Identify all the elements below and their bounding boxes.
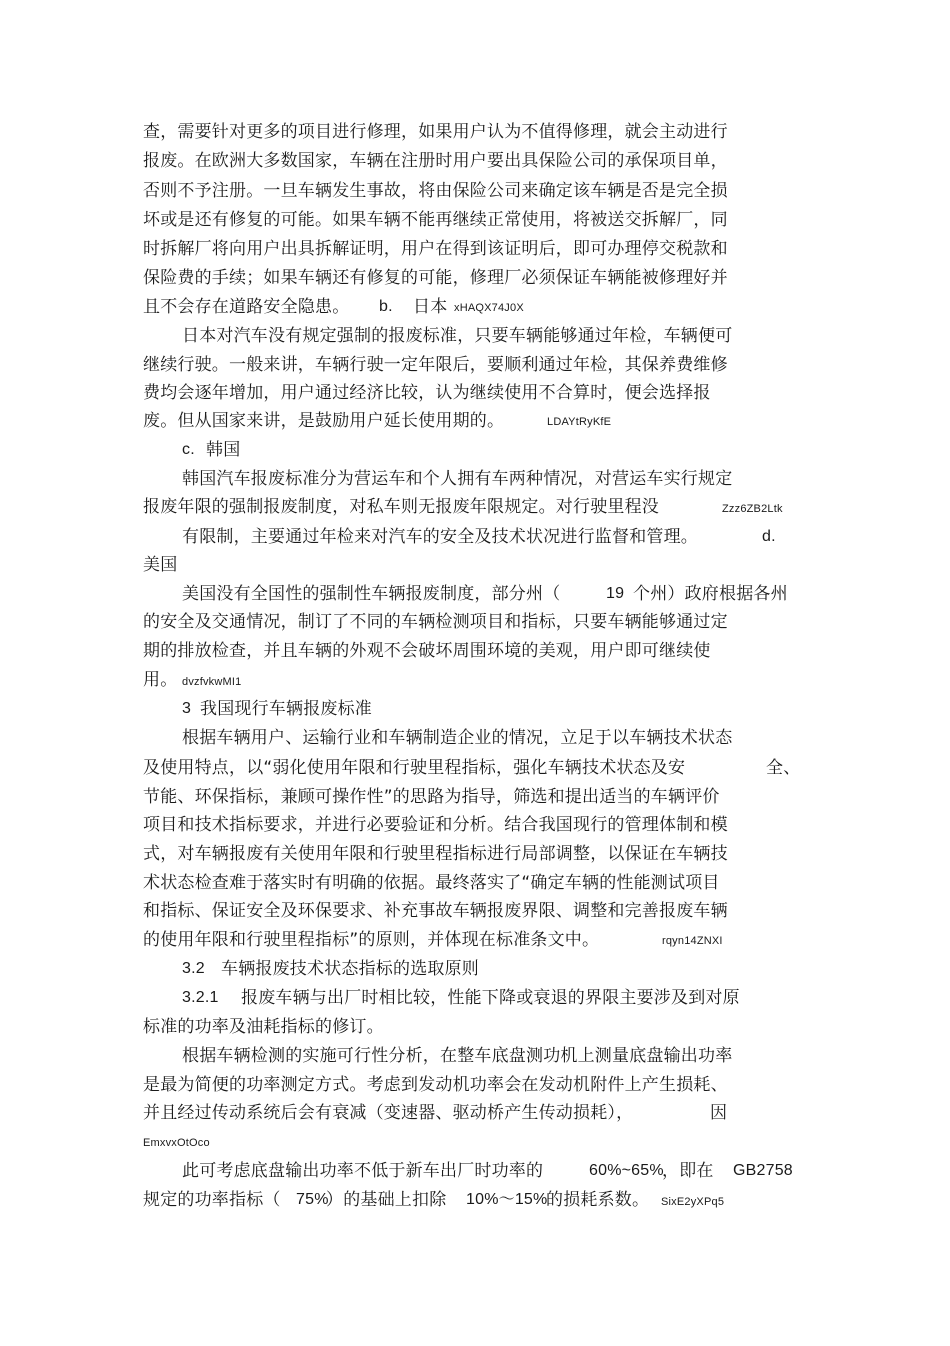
- text-line: 式，对车辆报废有关使用年限和行驶里程指标进行局部调整，以保证在车辆技: [143, 844, 728, 864]
- text-line: 报废。在欧洲大多数国家，车辆在注册时用户要出具保险公司的承保项目单，: [143, 151, 728, 171]
- text-line: 及使用特点，以“弱化使用年限和行驶里程指标，强化车辆技术状态及安: [143, 758, 686, 778]
- section-heading: 美国: [143, 555, 178, 575]
- text-line: 用。: [143, 670, 178, 690]
- section-heading: 车辆报废技术状态指标的选取原则: [221, 959, 479, 979]
- text-line: 保险费的手续；如果车辆还有修复的可能，修理厂必须保证车辆能被修理好并: [143, 268, 728, 288]
- section-marker: b.: [379, 298, 393, 315]
- number-value: 19: [606, 585, 625, 602]
- text-line: 韩国汽车报废标准分为营运车和个人拥有车两种情况，对营运车实行规定: [182, 469, 733, 489]
- percent-value: 60%~65%: [589, 1162, 664, 1179]
- section-number: 3: [182, 700, 192, 717]
- text-line: ，即在: [662, 1161, 714, 1181]
- watermark-code: rqyn14ZNXI: [662, 935, 723, 947]
- text-line: 个州）政府根据各州: [633, 584, 788, 604]
- text-line: 否则不予注册。一旦车辆发生事故，将由保险公司来确定该车辆是否是完全损: [143, 181, 728, 201]
- text-line: 的损耗系数。: [546, 1190, 650, 1210]
- text-line: 根据车辆检测的实施可行性分析，在整车底盘测功机上测量底盘输出功率: [182, 1046, 733, 1066]
- text-line: 报废车辆与出厂时相比较，性能下降或衰退的界限主要涉及到对原: [241, 988, 740, 1008]
- text-line: 是最为简便的功率测定方式。考虑到发动机功率会在发动机附件上产生损耗、: [143, 1075, 728, 1095]
- text-line: 且不会存在道路安全隐患。: [143, 297, 350, 317]
- text-line: 节能、环保指标，兼顾可操作性”的思路为指导，筛选和提出适当的车辆评价: [143, 787, 720, 807]
- text-line: 和指标、保证安全及环保要求、补充事故车辆报废界限、调整和完善报废车辆: [143, 901, 728, 921]
- text-line: 查，需要针对更多的项目进行修理，如果用户认为不值得修理，就会主动进行: [143, 122, 728, 142]
- text-line: 此可考虑底盘输出功率不低于新车出厂时功率的: [182, 1161, 544, 1181]
- text-line: 日本对汽车没有规定强制的报废标准，只要车辆能够通过年检，车辆便可: [182, 326, 733, 346]
- section-marker: d.: [762, 528, 776, 545]
- watermark-code: EmxvxOtOco: [143, 1137, 210, 1149]
- section-heading: 韩国: [206, 440, 241, 460]
- watermark-code: Zzz6ZB2Ltk: [722, 503, 783, 515]
- text-line: 全、: [766, 758, 801, 778]
- text-line: 期的排放检查，并且车辆的外观不会破坏周围环境的美观，用户即可继续使: [143, 641, 711, 661]
- text-line: 规定的功率指标（: [143, 1190, 281, 1210]
- watermark-code: SixE2yXPq5: [661, 1196, 725, 1208]
- text-line: 继续行驶。一般来讲，车辆行驶一定年限后，要顺利通过年检，其保养费维修: [143, 355, 728, 375]
- text-line: 美国没有全国性的强制性车辆报废制度，部分州（: [182, 584, 561, 604]
- text-line: ）的基础上扣除: [326, 1190, 447, 1210]
- watermark-code: dvzfvkwMI1: [182, 676, 242, 688]
- text-line: 坏或是还有修复的可能。如果车辆不能再继续正常使用，将被送交拆解厂，同: [143, 210, 728, 230]
- text-line: 报废年限的强制报废制度，对私车则无报废年限规定。对行驶里程没: [143, 497, 659, 517]
- section-number: 3.2.1: [182, 989, 219, 1006]
- section-heading: 日本: [413, 297, 448, 317]
- text-line: 废。但从国家来讲，是鼓励用户延长使用期的。: [143, 411, 505, 431]
- percent-value: 75%: [296, 1191, 329, 1208]
- text-line: 费均会逐年增加，用户通过经济比较，认为继续使用不合算时，便会选择报: [143, 383, 711, 403]
- text-line: 的安全及交通情况，制订了不同的车辆检测项目和指标，只要车辆能够通过定: [143, 612, 728, 632]
- text-line: 并且经过传动系统后会有衰减（变速器、驱动桥产生传动损耗），: [143, 1103, 634, 1123]
- percent-value: 10%～15%: [466, 1191, 548, 1208]
- watermark-code: xHAQX74J0X: [454, 302, 524, 314]
- section-marker: c.: [182, 441, 195, 458]
- text-line: 根据车辆用户、运输行业和车辆制造企业的情况，立足于以车辆技术状态: [182, 728, 733, 748]
- text-line: 有限制，主要通过年检来对汽车的安全及技术状况进行监督和管理。: [182, 527, 698, 547]
- text-line: 术状态检查难于落实时有明确的依据。最终落实了“确定车辆的性能测试项目: [143, 873, 720, 893]
- text-line: 项目和技术指标要求，并进行必要验证和分析。结合我国现行的管理体制和模: [143, 815, 728, 835]
- text-line: 时拆解厂将向用户出具拆解证明，用户在得到该证明后，即可办理停交税款和: [143, 239, 728, 259]
- text-line: 标准的功率及油耗指标的修订。: [143, 1017, 384, 1037]
- section-number: 3.2: [182, 960, 205, 977]
- standard-code: GB2758: [733, 1162, 793, 1179]
- section-heading: 我国现行车辆报废标准: [200, 699, 372, 719]
- text-line: 的使用年限和行驶里程指标”的原则，并体现在标准条文中。: [143, 930, 600, 950]
- text-line: 因: [710, 1103, 728, 1123]
- watermark-code: LDAYtRyKfE: [547, 416, 612, 428]
